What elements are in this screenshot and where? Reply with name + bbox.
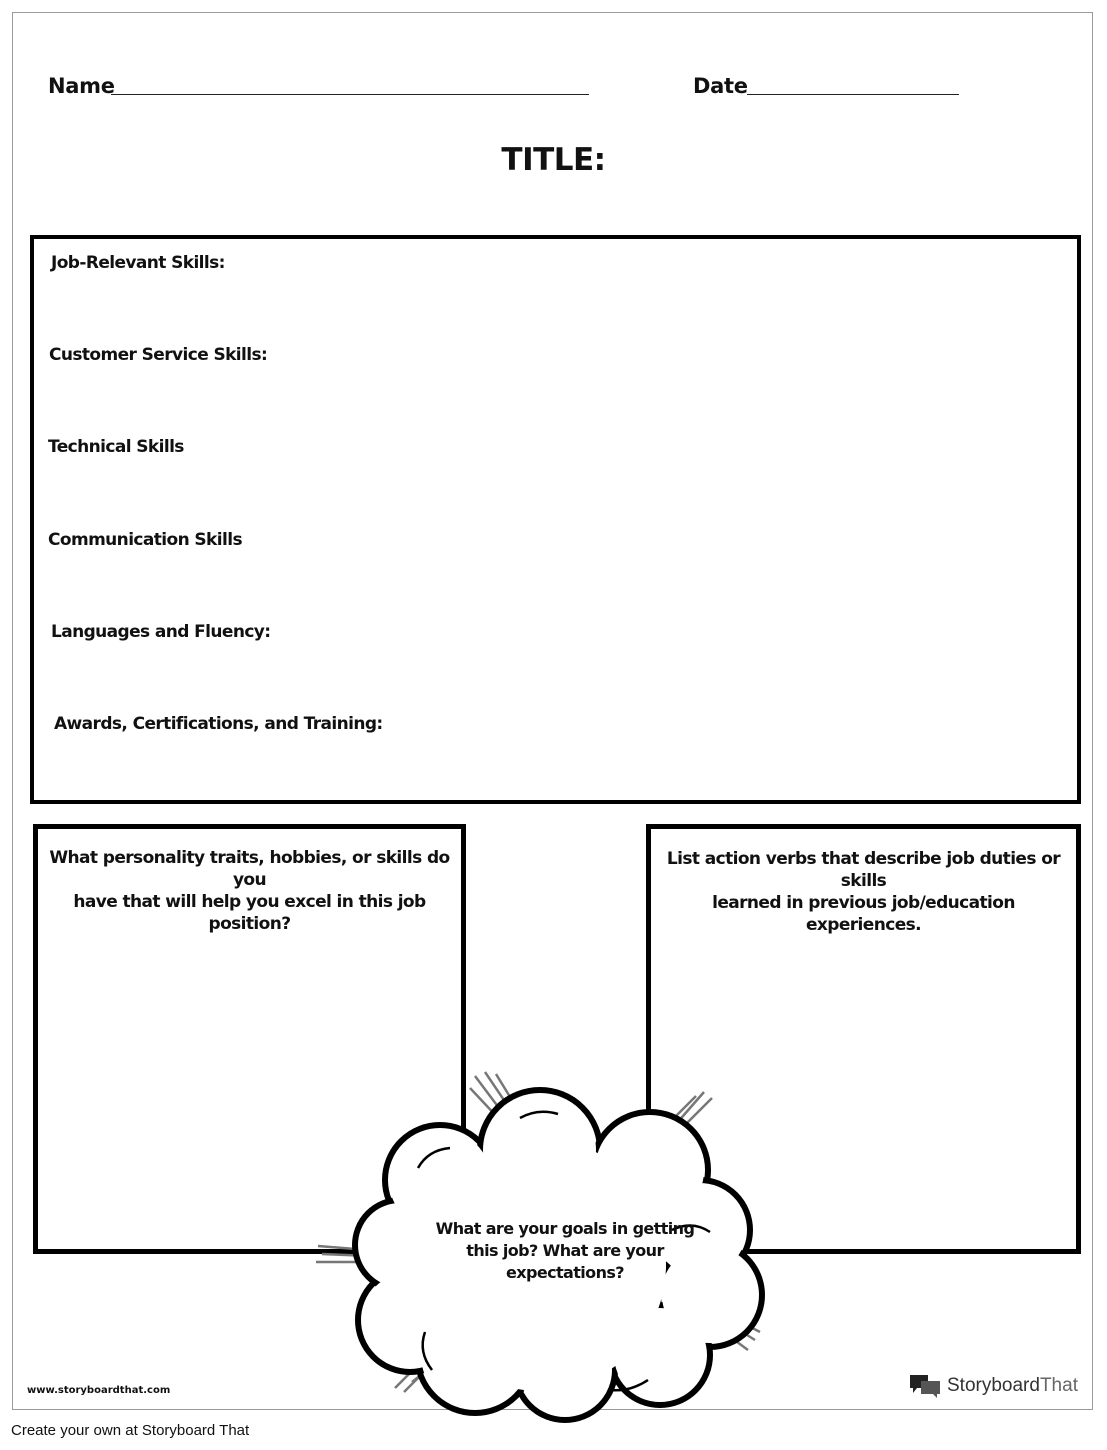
skill-label-awards: Awards, Certifications, and Training: bbox=[54, 714, 383, 734]
goals-prompt-line2: this job? What are your bbox=[466, 1241, 664, 1260]
date-line bbox=[747, 94, 959, 95]
skill-label-communication: Communication Skills bbox=[48, 530, 242, 550]
skill-label-job-relevant: Job-Relevant Skills: bbox=[51, 253, 225, 273]
action-verbs-prompt-line2: learned in previous job/education experiences. bbox=[712, 893, 1015, 935]
goals-prompt bbox=[425, 1218, 705, 1284]
personality-prompt-line1: What personality traits, hobbies, or skills do you bbox=[49, 848, 450, 890]
footer-link[interactable]: Create your own at Storyboard That bbox=[11, 1422, 250, 1439]
action-verbs-prompt-line1: List action verbs that describe job duties or skills bbox=[666, 849, 1061, 891]
skill-label-languages: Languages and Fluency: bbox=[51, 622, 271, 642]
name-label: Name bbox=[48, 74, 115, 98]
goals-prompt-line1: What are your goals in getting bbox=[435, 1219, 695, 1238]
speech-bubbles-icon bbox=[908, 1373, 942, 1399]
worksheet-title: TITLE: bbox=[501, 142, 606, 178]
action-verbs-prompt bbox=[653, 848, 1074, 936]
name-line bbox=[111, 94, 589, 95]
personality-prompt bbox=[40, 847, 459, 935]
date-label: Date bbox=[693, 74, 748, 98]
skill-label-technical: Technical Skills bbox=[48, 437, 184, 457]
storyboardthat-logo[interactable] bbox=[908, 1372, 1078, 1400]
personality-prompt-line2: have that will help you excel in this job position? bbox=[73, 892, 426, 934]
goals-prompt-line3: expectations? bbox=[506, 1263, 624, 1282]
skill-label-customer-service: Customer Service Skills: bbox=[49, 345, 268, 365]
website-url[interactable]: www.storyboardthat.com bbox=[27, 1385, 171, 1396]
logo-word-storyboard: Storyboard bbox=[947, 1375, 1040, 1396]
logo-word-that: That bbox=[1039, 1375, 1078, 1396]
